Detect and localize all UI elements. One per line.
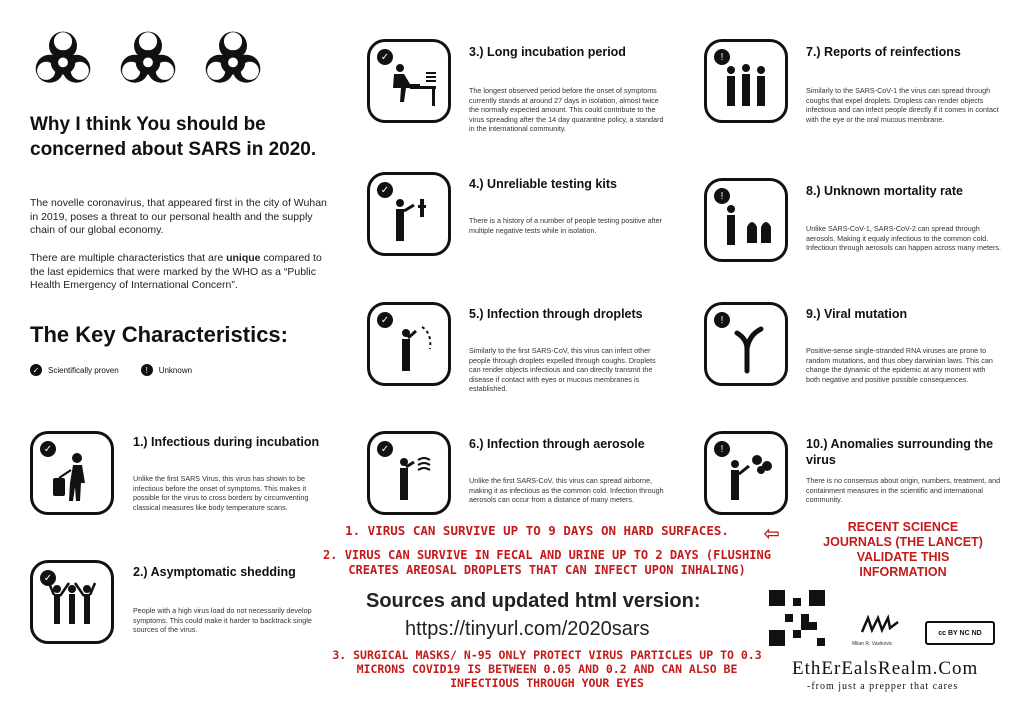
section-heading: The Key Characteristics:: [30, 322, 288, 347]
intro-paragraph-2: There are multiple characteristics that are unique compared to the last epidemics that were marked by the WHO as a “Public Health Emergency of International Concern”.: [30, 252, 322, 291]
red-note: 1. VIRUS CAN SURVIVE UP TO 9 DAYS ON HARD SURFACES.: [345, 523, 729, 538]
legend-label: Scientifically proven: [48, 365, 119, 375]
author-signature-icon: [860, 614, 900, 636]
check-badge-icon: ✓: [377, 312, 393, 328]
crowd-icon: [707, 42, 785, 120]
check-badge-icon: ✓: [377, 49, 393, 65]
legend: [30, 364, 192, 376]
author-credit: Milan R. Vasikovic: [852, 641, 893, 647]
biohazard-icon: [113, 26, 183, 96]
characteristic-body: The longest observed period before the onset of symptoms currently stands at around 27 days in isolation, almost twice the normally expected amount. This could contribute to the virus spreading after the 14 day quarantine policy, a standard in the international community.: [469, 86, 664, 134]
brand-tagline: -from just a prepper that cares: [807, 681, 959, 692]
red-note: 3. SURGICAL MASKS/ N-95 ONLY PROTECT VIRUS PARTICLES UP TO 0.3 MICRONS COVID19 IS BETWEEN 0.05 AND 0.2 AND CAN ALSO BE INFECTIOUS THROUGH YOUR EYES: [332, 648, 762, 690]
cc-license-icon: [925, 621, 995, 645]
characteristic-icon-box: [367, 302, 451, 386]
biohazard-icon: [28, 26, 98, 96]
check-badge-icon: ✓: [40, 441, 56, 457]
intro-paragraph: The novelle coronavirus, that appeared first in the city of Wuhan in 2019, poses a threat to our personal health and the supply chain of our global economy.: [30, 197, 327, 236]
characteristic-icon-box: [704, 39, 788, 123]
people-group-icon: [33, 563, 111, 641]
characteristic-icon-box: [367, 39, 451, 123]
characteristic-body: Positive-sense single-stranded RNA viruses are prone to random mutations, and thus obey darwinian laws. This can change the dynamic of the epidemic at any moment with both negative and positive possible consequences.: [806, 346, 993, 384]
science-note: RECENT SCIENCE JOURNALS (THE LANCET) VALIDATE THIS INFORMATION: [823, 520, 983, 579]
characteristic-title: 3.) Long incubation period: [469, 45, 626, 59]
brand-name: EthErEalsRealm.Com: [792, 658, 979, 679]
traveler-icon: [33, 434, 111, 512]
coughing-person-icon: [370, 305, 448, 383]
warning-badge-icon: !: [141, 364, 153, 376]
characteristic-body: Unlike SARS-CoV-1, SARS-CoV-2 can spread through aerosols. Making it equaly infectious to the common cold. Infectioun through aerosols can happen across many meters.: [806, 224, 1001, 253]
page-title: Why I think You should be concerned about SARS in 2020.: [30, 114, 317, 160]
characteristic-icon-box: [30, 560, 114, 644]
characteristic-icon-box: [704, 302, 788, 386]
arrow-icon: ⇦: [764, 518, 780, 548]
check-badge-icon: ✓: [377, 441, 393, 457]
characteristic-body: People with a high virus load do not necessarily develop symptoms. This could make it harder to backtrack single sources of the virus.: [133, 606, 312, 635]
warning-badge-icon: !: [714, 188, 730, 204]
sources-link[interactable]: https://tinyurl.com/2020sars: [405, 618, 650, 640]
check-badge-icon: ✓: [40, 570, 56, 586]
sneezing-person-icon: [370, 434, 448, 512]
characteristic-icon-box: [704, 178, 788, 262]
check-badge-icon: ✓: [377, 182, 393, 198]
mutation-branch-icon: [707, 305, 785, 383]
sources-heading: Sources and updated html version:: [366, 590, 701, 612]
characteristic-title: 8.) Unknown mortality rate: [806, 184, 963, 198]
characteristic-icon-box: [367, 431, 451, 515]
characteristic-title: 1.) Infectious during incubation: [133, 435, 320, 449]
license-label: cc BY NC ND: [938, 629, 982, 637]
characteristic-title: 6.) Infection through aerosole: [469, 437, 645, 451]
characteristic-body: There is a history of a number of people testing positive after multiple negative tests while in isolation.: [469, 216, 662, 235]
check-badge-icon: ✓: [30, 364, 42, 376]
characteristic-body: Similarly to the SARS-CoV-1 the virus can spread through coughs that expel droplets. Dropless can render objects infectious and can infect people directly if it comes in contact with the eye or the oral mucous membrane.: [806, 86, 999, 124]
warning-badge-icon: !: [714, 441, 730, 457]
mortality-icon: [707, 181, 785, 259]
desk-worker-icon: [370, 42, 448, 120]
puzzle-person-icon: [707, 434, 785, 512]
biohazard-icon: [198, 26, 268, 96]
characteristic-body: There is no consensus about origin, numbers, treatment, and containment measures in the scientific and international community.: [806, 476, 1001, 505]
characteristic-title: 4.) Unreliable testing kits: [469, 177, 617, 191]
characteristic-body: Unlike the first SARS Virus, this virus has shown to be infectious before the onset of symptoms. This makes it possible for the virus to cross borders by circumventing classical measures like body temperature scans.: [133, 474, 309, 512]
characteristic-icon-box: [30, 431, 114, 515]
qr-code-icon[interactable]: [769, 590, 825, 646]
characteristic-icon-box: [367, 172, 451, 256]
testing-icon: [370, 175, 448, 253]
warning-badge-icon: !: [714, 312, 730, 328]
characteristic-body: Similarly to the first SARS-CoV, this virus can infect other people through droplets expelled through coughs. Droplets can render objects infectious and can directly transmit the disease if contact with eyes or mucous membranes is established.: [469, 346, 656, 394]
legend-label: Unknown: [158, 365, 193, 375]
characteristic-body: Unlike the first SARS-CoV, this virus can spread airborne, making it as infectious as the common cold. Infection through aerosols can occur from a distance of many meters.: [469, 476, 664, 505]
characteristic-title: 9.) Viral mutation: [806, 307, 908, 321]
characteristic-title: 10.) Anomalies surrounding the virus: [806, 437, 994, 467]
characteristic-title: 2.) Asymptomatic shedding: [133, 565, 296, 579]
characteristic-title: 5.) Infection through droplets: [469, 307, 643, 321]
warning-badge-icon: !: [714, 49, 730, 65]
characteristic-title: 7.) Reports of reinfections: [806, 45, 961, 59]
red-note: 2. VIRUS CAN SURVIVE IN FECAL AND URINE UP TO 2 DAYS (FLUSHING CREATES AREOSAL DROPLETS THAT CAN INFECT UPON INHALING): [323, 548, 771, 577]
characteristic-icon-box: [704, 431, 788, 515]
